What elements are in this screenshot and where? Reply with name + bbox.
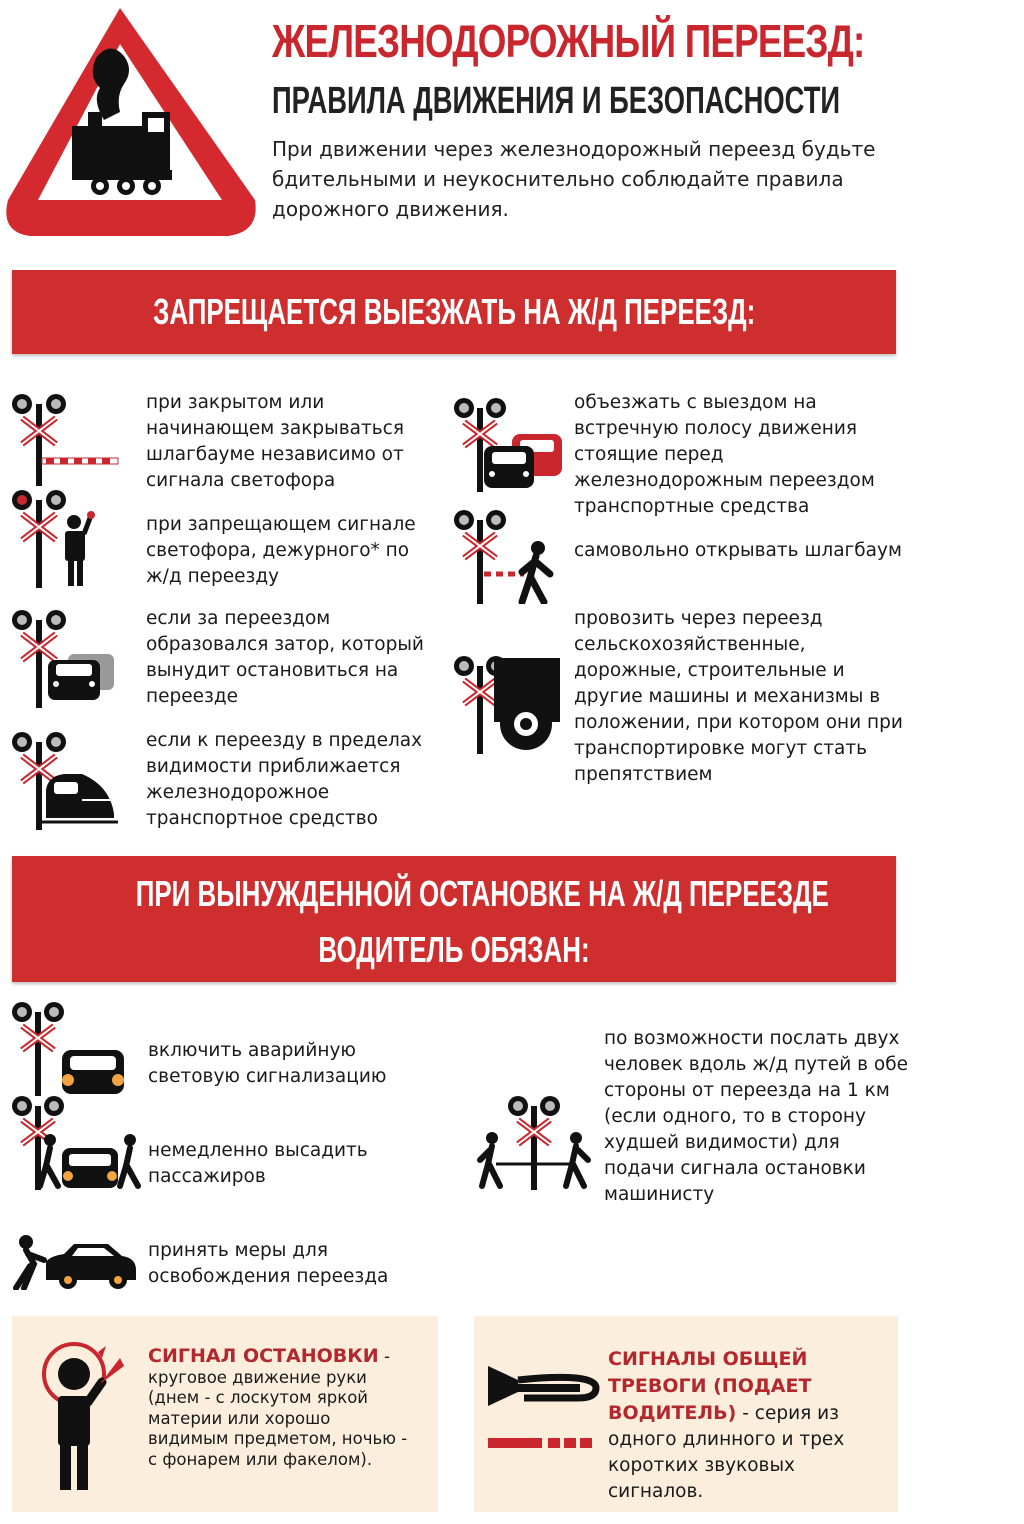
forbidden-left-item-2: при запрещающем сигнале светофора, дежурного* по ж/д переезду — [146, 514, 416, 587]
crossing-overtake-icon — [452, 396, 564, 492]
forced-stop-left-item-2: немедленно высадить пассажиров — [148, 1140, 368, 1187]
forbidden-left-item-1: при закрытом или начинающем закрываться шлагбауме независимо от сигнала светофора — [146, 392, 404, 491]
forbidden-left-item-3: если за переездом образовался затор, который вынудит остановиться на переезде — [146, 608, 424, 707]
forbidden-section-banner — [12, 270, 896, 354]
railway-crossing-warning-sign-icon — [0, 0, 262, 245]
stop-signal-heading: СИГНАЛ ОСТАНОВКИ — [148, 1345, 379, 1367]
forbidden-right-item-3: провозить через переезд сельскохозяйственные, дорожные, строительные и другие машины и механизмы в положении, при котором они при транспортировке могут стать препятствием — [574, 608, 903, 785]
forbidden-left-item-4: если к переезду в пределах видимости приближается железнодорожное транспортное средство — [146, 730, 423, 829]
push-car-icon — [10, 1234, 140, 1290]
crossing-passengers-icon — [10, 1094, 144, 1190]
forced-stop-title-line-2: ВОДИТЕЛЬ ОБЯЗАН: — [318, 929, 590, 970]
forced-stop-section-banner — [12, 856, 896, 982]
crossing-machinery-icon — [452, 654, 564, 754]
crossing-open-barrier-icon — [452, 508, 564, 604]
forced-stop-left-item-1: включить аварийную световую сигнализацию — [148, 1040, 387, 1087]
alarm-signal-heading: СИГНАЛЫ ОБЩЕЙ ТРЕВОГИ (ПОДАЕТ ВОДИТЕЛЬ) — [608, 1348, 812, 1424]
horn-icon — [484, 1358, 608, 1418]
forbidden-right-item-2: самовольно открывать шлагбаум — [574, 540, 902, 561]
signal-stop-person-icon — [40, 1332, 130, 1492]
stop-signal-text: - круговое движение руки (днем - с лоскутом яркой материи или хорошо видимым предметом, ночью - с фонарем или факелом). — [148, 1347, 408, 1469]
alarm-signal-text: - серия из одного длинного и трех коротких звуковых сигналов. — [608, 1403, 845, 1502]
page-title: ЖЕЛЕЗНОДОРОЖНЫЙ ПЕРЕЕЗД: — [272, 15, 865, 67]
alarm-signal-box — [474, 1316, 898, 1512]
crossing-hazard-lights-icon — [10, 1000, 130, 1096]
intro-text: При движении через железнодорожный переезд будьте бдительными и неукоснительно соблюдайте правила дорожного движения. — [272, 137, 876, 221]
crossing-guard-icon — [10, 488, 100, 588]
crossing-two-people-icon — [474, 1094, 594, 1190]
crossing-barrier-icon — [10, 392, 120, 486]
forced-stop-title-line-1: ПРИ ВЫНУЖДЕННОЙ ОСТАНОВКЕ НА Ж/Д ПЕРЕЕЗДЕ — [135, 873, 829, 914]
stop-signal-box — [12, 1316, 438, 1512]
crossing-train-icon — [10, 730, 120, 830]
crossing-traffic-jam-icon — [10, 608, 120, 708]
forbidden-section-title: ЗАПРЕЩАЕТСЯ ВЫЕЗЖАТЬ НА Ж/Д ПЕРЕЕЗД: — [152, 291, 756, 332]
forced-stop-left-item-3: принять меры для освобождения переезда — [148, 1240, 389, 1287]
forced-stop-right-item-1: по возможности послать двух человек вдоль ж/д путей в обе стороны от переезда на 1 км (если одного, то в сторону худшей видимости) для подачи сигнала остановки машинисту — [604, 1028, 908, 1205]
long-short-signal-icon — [488, 1436, 598, 1450]
forbidden-right-item-1: объезжать с выездом на встречную полосу движения стоящие перед железнодорожным переездом транспортные средства — [574, 392, 875, 517]
page-subtitle: ПРАВИЛА ДВИЖЕНИЯ И БЕЗОПАСНОСТИ — [272, 80, 841, 122]
